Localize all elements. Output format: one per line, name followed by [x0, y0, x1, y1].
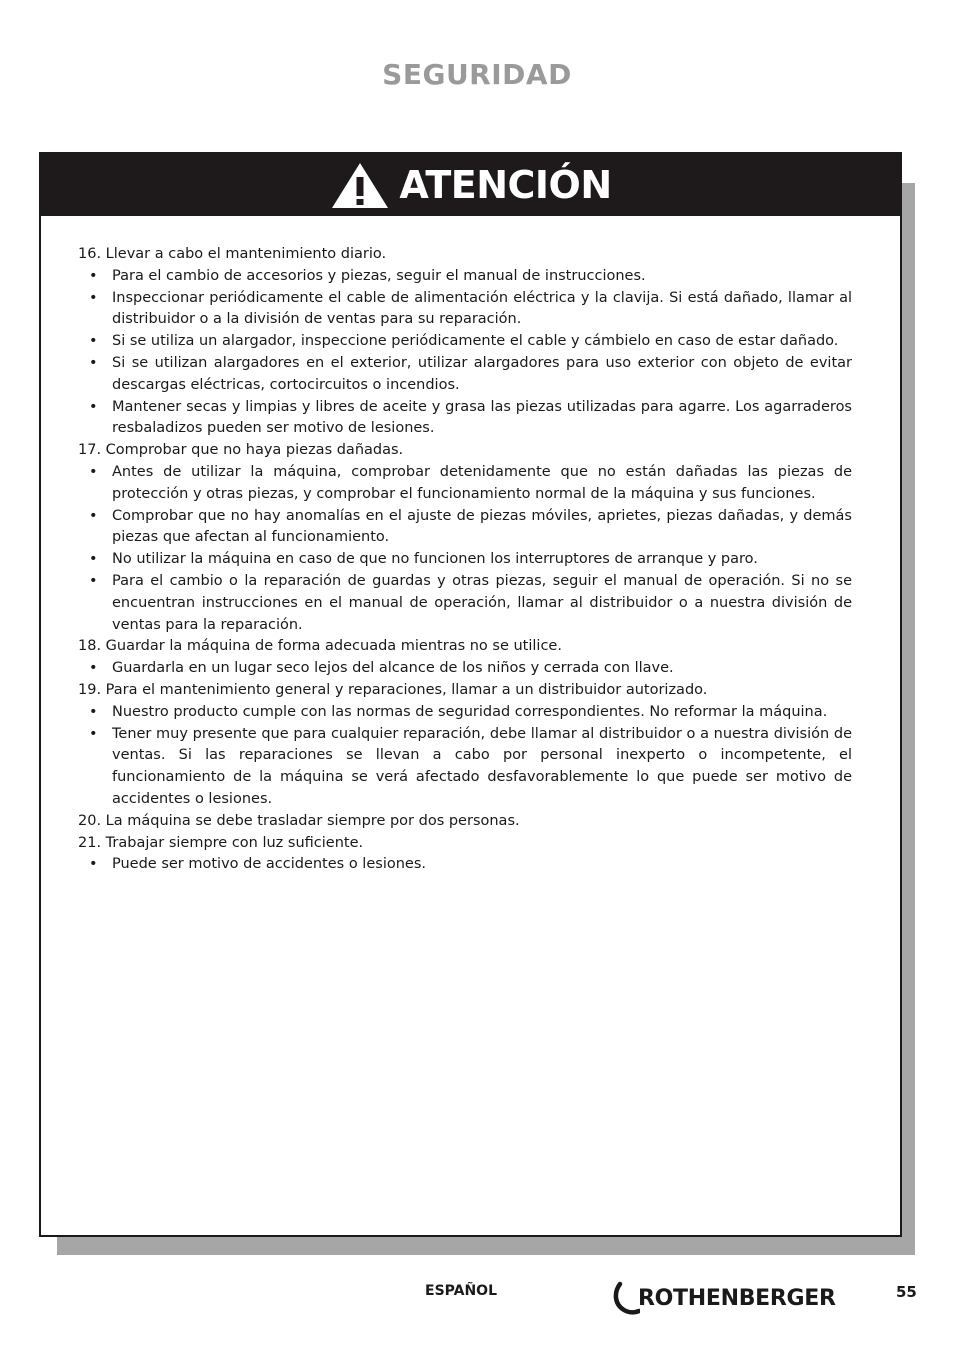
bullet-item: • Para el cambio de accesorios y piezas, seguir el manual de instrucciones.	[78, 266, 852, 288]
bullet-list	[78, 462, 852, 636]
bullet-item: • Antes de utilizar la máquina, comprobar detenidamente que no están dañadas las piezas de protección y otras piezas, y comprobar el funcionamiento normal de la máquina y sus funciones.	[78, 462, 852, 506]
footer-language: ESPAÑOL	[425, 1283, 497, 1299]
bullet-item: • Comprobar que no hay anomalías en el ajuste de piezas móviles, aprietes, piezas dañadas, y demás piezas que afectan al funcionamiento.	[78, 506, 852, 550]
bullet-item: • Si se utilizan alargadores en el exterior, utilizar alargadores para uso exterior con objeto de evitar descargas eléctricas, cortocircuitos o incendios.	[78, 353, 852, 397]
warning-triangle-icon	[329, 160, 391, 210]
list-item	[78, 680, 852, 811]
warning-panel	[39, 152, 902, 1237]
list-item	[78, 244, 852, 440]
bullet-item: • No utilizar la máquina en caso de que no funcionen los interruptores de arranque y paro.	[78, 549, 852, 571]
bullet-item: • Tener muy presente que para cualquier reparación, debe llamar al distribuidor o a nuestra división de ventas. Si las reparaciones se llevan a cabo por personal inexperto o incompetente, el funcionamiento de la máquina se verá afectado desfavorablemente lo que puede ser motivo de accidentes o lesiones.	[78, 724, 852, 811]
item-heading: 18. Guardar la máquina de forma adecuada mientras no se utilice.	[78, 638, 562, 655]
bullet-item: • Puede ser motivo de accidentes o lesiones.	[78, 854, 852, 876]
list-item	[78, 636, 852, 680]
bullet-list	[78, 266, 852, 440]
section-title: SEGURIDAD	[382, 58, 572, 91]
bullet-item: • Inspeccionar periódicamente el cable de alimentación eléctrica y la clavija. Si está dañado, llamar al distribuidor o a la división de ventas para su reparación.	[78, 288, 852, 332]
page-number: 55	[896, 1283, 917, 1301]
warning-header	[41, 154, 900, 216]
bullet-list	[78, 702, 852, 811]
brand-name: ROTHENBERGER	[638, 1285, 836, 1311]
bullet-item: • Para el cambio o la reparación de guardas y otras piezas, seguir el manual de operación. Si no se encuentran instrucciones en el manual de operación, llamar al distribuidor o a nuestra división de ventas para la reparación.	[78, 571, 852, 636]
brand-logo-mark-icon	[612, 1278, 640, 1316]
list-item	[78, 833, 852, 877]
item-heading: 16. Llevar a cabo el mantenimiento diario.	[78, 246, 387, 262]
item-heading: 20. La máquina se debe trasladar siempre por dos personas.	[78, 812, 520, 829]
bullet-list	[78, 854, 852, 876]
bullet-list	[78, 658, 852, 680]
bullet-item: • Mantener secas y limpias y libres de aceite y grasa las piezas utilizadas para agarre. Los agarraderos resbaladizos pueden ser motivo de lesiones.	[78, 397, 852, 441]
item-heading: 21. Trabajar siempre con luz suficiente.	[78, 834, 364, 851]
bullet-item: • Guardarla en un lugar seco lejos del alcance de los niños y cerrada con llave.	[78, 658, 852, 680]
list-item	[78, 811, 852, 833]
bullet-item: • Si se utiliza un alargador, inspeccione periódicamente el cable y cámbielo en caso de estar dañado.	[78, 331, 852, 353]
bullet-item: • Nuestro producto cumple con las normas de seguridad correspondientes. No reformar la máquina.	[78, 702, 852, 724]
item-heading: 17. Comprobar que no haya piezas dañadas.	[78, 442, 404, 459]
item-heading: 19. Para el mantenimiento general y reparaciones, llamar a un distribuidor autorizado.	[78, 681, 708, 698]
warning-title: ATENCIÓN	[399, 163, 612, 207]
brand-logo	[612, 1278, 836, 1316]
list-item	[78, 440, 852, 636]
instructions-list	[78, 244, 852, 876]
